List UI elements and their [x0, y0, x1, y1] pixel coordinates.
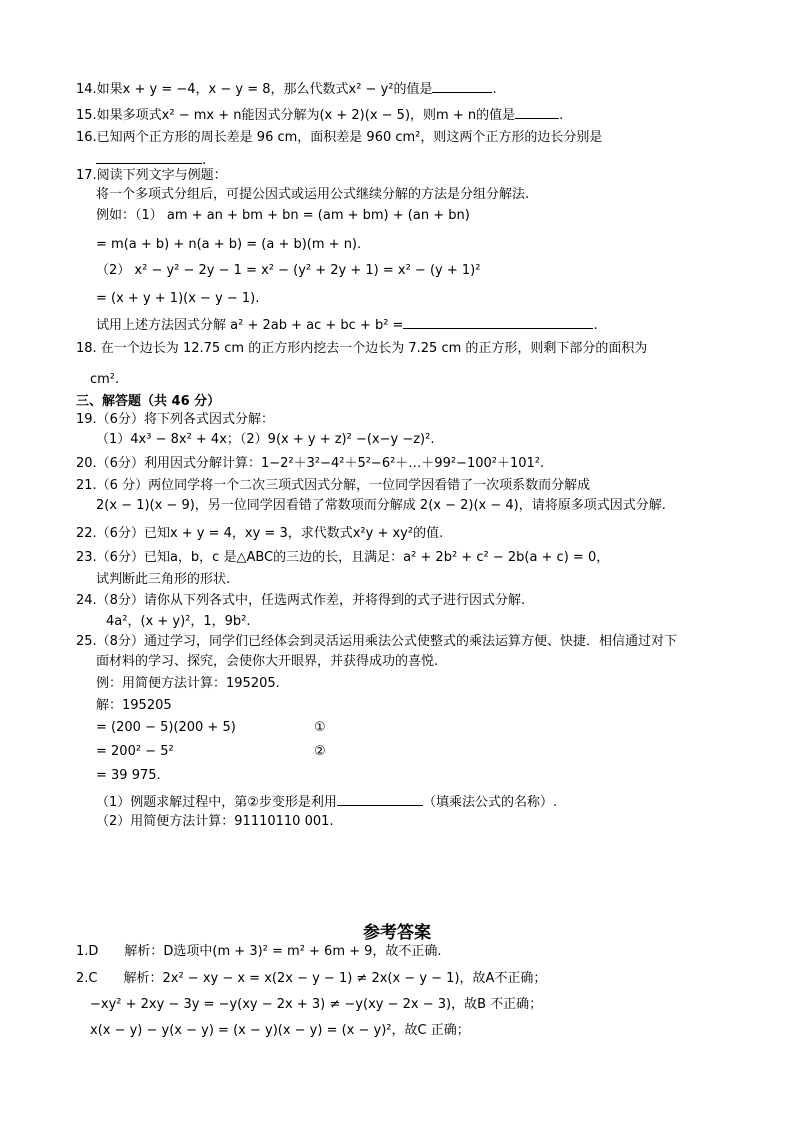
example-2-result: = (x + y + 1)(x − y − 1).	[96, 291, 260, 306]
problem-25-step3	[96, 767, 161, 785]
problem-15-text: 15.如果多项式x² − mx + n能因式分解为(x + 2)(x − 5)，则m + n的值是	[76, 108, 516, 123]
step-2-marker-text: ②	[314, 744, 326, 759]
problem-18-text: 18. 在一个边长为 12.75 cm 的正方形内挖去一个边长为 7.25 cm 的正方形，则剩下部分的面积为	[76, 341, 648, 356]
answer-1-text: 1.D 解析：D选项中(m + 3)² = m² + 6m + 9，故不正确.	[76, 944, 442, 959]
step-2-marker	[314, 743, 326, 761]
answers-title: 参考答案	[363, 923, 431, 943]
problem-25-step2	[96, 743, 174, 761]
problem-15: 15.如果多项式x² − mx + n能因式分解为(x + 2)(x − 5)，则m + n的值是 .	[76, 104, 563, 125]
question-1-end: （填乘法公式的名称）.	[422, 795, 558, 810]
problem-25-cont	[96, 653, 438, 671]
step-1-marker	[314, 719, 326, 737]
problem-23-text: 23.（6分）已知a，b，c 是△ABC的三边的长，且满足：a² + 2b² + c² − 2b(a + c) = 0，	[76, 550, 610, 565]
problem-25-example-text: 例：用简便方法计算：195205.	[96, 676, 280, 691]
answer-2-c-text: x(x − y) − y(x − y) = (x − y)(x − y) = (x − y)²，故C 正确；	[90, 1023, 470, 1038]
answer-blank	[96, 149, 202, 164]
problem-25-text-cont: 面材料的学习、探究，会使你大开眼界，并获得成功的喜悦.	[96, 654, 439, 669]
answer-2-c	[90, 1022, 470, 1040]
answer-1	[76, 943, 442, 961]
problem-19-items	[96, 431, 434, 449]
problem-19-text: 19.（6分）将下列各式因式分解：	[76, 412, 274, 427]
section-3-heading	[76, 393, 220, 411]
problem-17-example2-cont	[96, 290, 259, 308]
problem-20-text: 20.（6分）利用因式分解计算：1−2²＋3²−4²＋5²−6²＋…＋99²−100²＋101².	[76, 456, 545, 471]
example-2-formula: （2） x² − y² − 2y − 1 = x² − (y² + 2y + 1) = x² − (y + 1)²	[96, 263, 481, 278]
problem-14-text: 14.如果x + y = −4，x − y = 8，那么代数式x² − y²的值是	[76, 82, 433, 97]
problem-17-desc	[96, 186, 529, 204]
problem-18-unit-text: cm².	[90, 372, 120, 387]
problem-17-heading	[76, 167, 227, 185]
problem-16	[76, 129, 602, 147]
problem-14: 14.如果x + y = −4，x − y = 8，那么代数式x² − y²的值是 .	[76, 78, 497, 99]
problem-16-blank-line: .	[96, 149, 206, 170]
problem-25	[76, 633, 677, 651]
problem-21	[76, 477, 590, 495]
problem-21-text-cont: 2(x − 1)(x − 9)，另一位同学因看错了常数项而分解成 2(x − 2)(x − 4)，请将原多项式因式分解.	[96, 498, 666, 513]
answer-blank	[432, 78, 492, 93]
problem-18	[76, 340, 647, 358]
problem-24-expressions: 4a²，(x + y)²，1，9b².	[106, 614, 251, 629]
solution-step-3: = 39 975.	[96, 768, 161, 783]
problem-25-solution	[96, 697, 172, 715]
problem-25-step1	[96, 719, 236, 737]
answer-2	[76, 970, 546, 988]
answer-blank	[337, 791, 423, 806]
problem-22-text: 22.（6分）已知x + y = 4，xy = 3，求代数式x²y + xy²的值.	[76, 526, 444, 541]
section-3-title: 三、解答题（共 46 分）	[76, 394, 221, 409]
answer-2-b-text: −xy² + 2xy − 3y = −y(xy − 2x + 3) ≠ −y(xy − 2x − 3)，故B 不正确；	[90, 997, 543, 1012]
problem-23-text-cont: 试判断此三角形的形状.	[96, 572, 231, 587]
problem-25-text: 25.（8分）通过学习，同学们已经体会到灵活运用乘法公式使整式的乘法运算方便、快捷．相信通过对下	[76, 634, 677, 649]
answer-2-b	[90, 996, 542, 1014]
problem-17-example1-cont	[96, 236, 361, 254]
problem-24-items	[106, 613, 251, 631]
problem-22	[76, 525, 443, 543]
problem-17-example1	[96, 207, 470, 225]
problem-25-example	[96, 675, 280, 693]
problem-21-text: 21.（6 分）两位同学将一个二次三项式因式分解，一位同学因看错了一次项系数而分解成	[76, 478, 591, 493]
problem-19	[76, 411, 274, 429]
step-1-marker-text: ①	[314, 720, 326, 735]
question-1-text: （1）例题求解过程中，第②步变形是利用	[96, 795, 337, 810]
answer-2-text: 2.C 解析：2x² − xy − x = x(2x − y − 1) ≠ 2x(x − y − 1)，故A不正确；	[76, 971, 547, 986]
problem-17-text: 17.阅读下列文字与例题：	[76, 168, 227, 183]
question-2-text: （2）用简便方法计算：91110110 001.	[96, 814, 334, 829]
problem-23-cont	[96, 571, 230, 589]
problem-25-q1	[96, 791, 557, 812]
problem-17-task: 试用上述方法因式分解 a² + 2ab + ac + bc + b² = .	[96, 314, 598, 335]
answer-blank	[515, 104, 559, 119]
example-1-formula: 例如：（1） am + an + bm + bn = (am + bm) + (an + bn)	[96, 208, 470, 223]
solution-step-2: = 200² − 5²	[96, 744, 174, 759]
problem-17-description: 将一个多项式分组后，可提公因式或运用公式继续分解的方法是分组分解法.	[96, 187, 530, 202]
problem-18-unit	[90, 371, 119, 389]
solution-step-1: = (200 − 5)(200 + 5)	[96, 720, 236, 735]
problem-25-q2	[96, 813, 334, 831]
problem-20	[76, 455, 544, 473]
problem-24	[76, 592, 525, 610]
problem-16-text: 16.已知两个正方形的周长差是 96 cm，面积差是 960 cm²，则这两个正方形的边长分别是	[76, 130, 603, 145]
example-1-result: = m(a + b) + n(a + b) = (a + b)(m + n).	[96, 237, 362, 252]
problem-21-cont	[96, 497, 666, 515]
answer-blank	[403, 314, 593, 329]
problem-19-expressions: （1）4x³ − 8x² + 4x；（2）9(x + y + z)² −(x−y −z)².	[96, 432, 435, 447]
solution-label: 解：195205	[96, 698, 172, 713]
problem-17-task-text: 试用上述方法因式分解 a² + 2ab + ac + bc + b² =	[96, 318, 404, 333]
problem-24-text: 24.（8分）请你从下列各式中，任选两式作差，并将得到的式子进行因式分解.	[76, 593, 526, 608]
problem-17-example2	[96, 262, 480, 280]
problem-23	[76, 549, 609, 567]
